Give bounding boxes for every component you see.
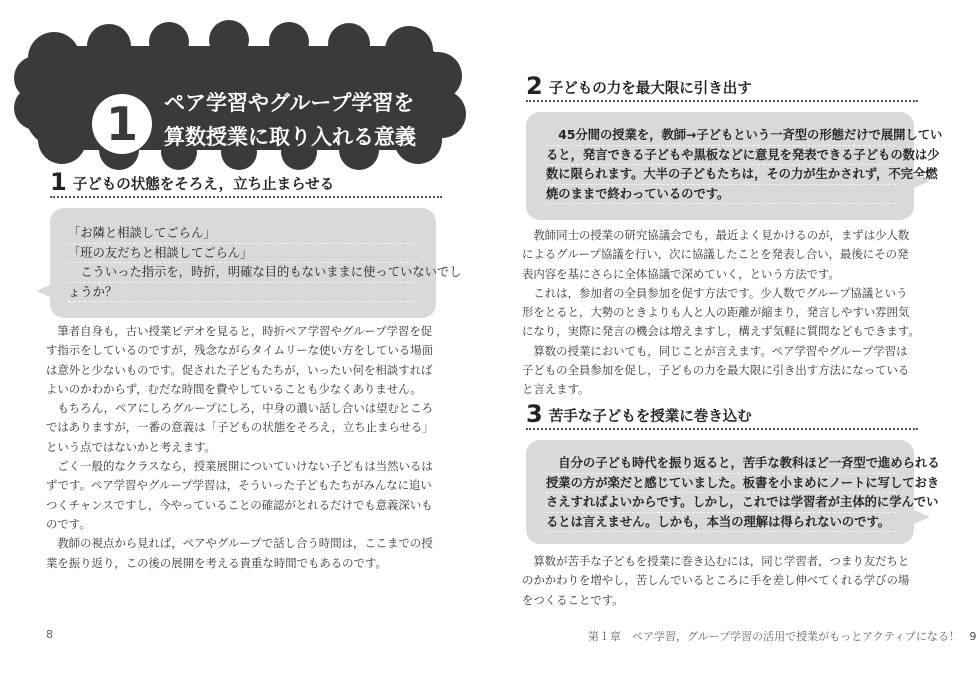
body-line: つくチャンスですし，今やっていることの確認がとれるだけでも意義深いも [46, 497, 433, 512]
body-line: 算数の授業においても，同じことが言えます。ペア学習やグループ学習は [522, 343, 908, 358]
right-page [480, 0, 976, 680]
body-line: によるグループ協議を行い，次に協議したことを発表し合い，最後にその発 [522, 247, 909, 262]
body-line: これは，参加者の全員参加を促す方法です。少人数でグループ協議という [522, 285, 908, 300]
body-line: す指示をしているのですが，残念ながらタイムリーな使い方をしている場面 [46, 343, 434, 358]
body-line: 算数が苦手な子どもを授業に巻き込むには，同じ学習者，つまり友だちと [522, 554, 910, 568]
bubble-line: 45分間の授業を，教師→子どもという一斉型の形態だけで展開してい [546, 126, 896, 146]
body-line: になり，実際に発言の機会は増えますし，構えず気軽に質問などもできます。 [522, 324, 920, 339]
bubble-line: 自分の子ども時代を振り返ると，苦手な教科ほど一斉型で進められる [546, 454, 896, 474]
body-line: ずです。ペア学習やグループ学習は，そういった子どもたちがみんなに追い [46, 478, 432, 493]
body-line: 子どもの全員参加を促し，子どもの力を最大限に引き出す方法になっている [522, 363, 910, 378]
bubble-line: るとは言えません。しかも，本当の理解は得られないのです。 [546, 513, 896, 533]
section-3-title: 苦手な子どもを授業に巻き込む [548, 409, 752, 425]
chapter-title-text [164, 86, 416, 154]
body-line: という点ではないかと考えます。 [46, 439, 216, 454]
section-1-speech-bubble [50, 208, 462, 318]
body-line: と言えます。 [522, 382, 590, 397]
section-2-speech-bubble [526, 112, 943, 220]
section-1-bubble-text [68, 224, 462, 302]
section-3-body [522, 552, 909, 610]
body-line: よいのかわからず，むだな時間を費やしていることも少なくありません。 [46, 381, 422, 396]
chapter-title-number: 1 [92, 94, 152, 154]
bubble-tail [36, 284, 52, 298]
body-line: 形をとると，大勢のときよりも人と人の距離が縮まり，発言しやすい雰囲気 [522, 305, 910, 320]
running-head-text: 第１章 ペア学習，グループ学習の活用で授業がもっとアクティブになる！ [588, 630, 960, 643]
bubble-line: 焼のままで終わっているのです。 [546, 185, 896, 205]
body-line: もちろん，ペアにしろグループにしろ，中身の濃い話し合いは望むところ [46, 401, 434, 416]
chapter-title-line2: 算数授業に取り入れる意義 [164, 125, 416, 149]
body-line: をつくることです。 [522, 592, 624, 607]
body-line: ではありますが，一番の意義は「子どもの状態をそろえ，立ち止まらせる」 [46, 420, 434, 435]
section-1-number: 1 [50, 168, 67, 196]
section-1-heading [50, 168, 442, 198]
body-line: のです。 [46, 516, 91, 531]
body-line: 筆者自身も，古い授業ビデオを見ると，時折ペア学習やグループ学習を促 [46, 324, 433, 338]
section-3-bubble-text [546, 454, 940, 532]
section-3-number: 3 [526, 400, 543, 428]
body-line: 教師の視点から見れば，ペアやグループで話し合う時間は，ここまでの授 [46, 536, 433, 551]
section-3-heading [526, 400, 918, 430]
section-2-body [522, 226, 920, 400]
section-3-speech-bubble [526, 440, 940, 544]
bubble-tail [914, 510, 930, 524]
bubble-line: 「班の友だちと相談してごらん」 [68, 244, 418, 264]
left-page-number: 8 [46, 628, 53, 641]
bubble-line: 授業の方が楽だと感じていました。板書を小まめにノートに写しておき [546, 474, 896, 494]
section-2-heading [526, 72, 918, 102]
section-1-body [46, 322, 434, 573]
body-line: のかかわりを増やし，苦しんでいるところに手を差し伸べてくれる学びの場 [522, 573, 910, 588]
section-2-number: 2 [526, 72, 543, 100]
body-line: 業を振り返り，この後の展開を考える貴重な時間でもあるのです。 [46, 555, 387, 570]
bubble-line: ょうか？ [68, 283, 418, 303]
section-2-bubble-text [546, 126, 943, 204]
right-page-number: 9 [969, 630, 976, 643]
chapter-title-line1: ペア学習やグループ学習を [164, 91, 415, 115]
bubble-line: 数に限られます。大半の子どもたちは，その力が生かされず，不完全燃 [546, 165, 896, 185]
bubble-line: 「お隣と相談してごらん」 [68, 224, 418, 244]
running-head [588, 628, 976, 644]
section-1-title: 子どもの状態をそろえ，立ち止まらせる [72, 177, 335, 193]
chapter-title-cloud [14, 28, 464, 166]
bubble-line: さえすればよいからです。しかし，これでは学習者が主体的に学んでい [546, 493, 896, 513]
section-2-title: 子どもの力を最大限に引き出す [548, 81, 752, 97]
body-line: 教師同士の授業の研究協議会でも，最近よく見かけるのが，まずは少人数 [522, 228, 910, 242]
bubble-line: こういった指示を，時折，明確な目的もないままに使っていないでし [68, 263, 418, 283]
body-line: ごく一般的なクラスなら，授業展開についていけない子どもは当然いるは [46, 459, 433, 474]
body-line: は意外と少ないものです。促された子どもたちが，いったい何を相談すれば [46, 362, 433, 377]
bubble-line: ると，発言できる子どもや黒板などに意見を発表できる子どもの数は少 [546, 146, 896, 166]
left-page [0, 0, 480, 680]
body-line: 表内容を基にさらに全体協議で深めていく，という方法です。 [522, 266, 840, 281]
bubble-tail [914, 174, 930, 188]
